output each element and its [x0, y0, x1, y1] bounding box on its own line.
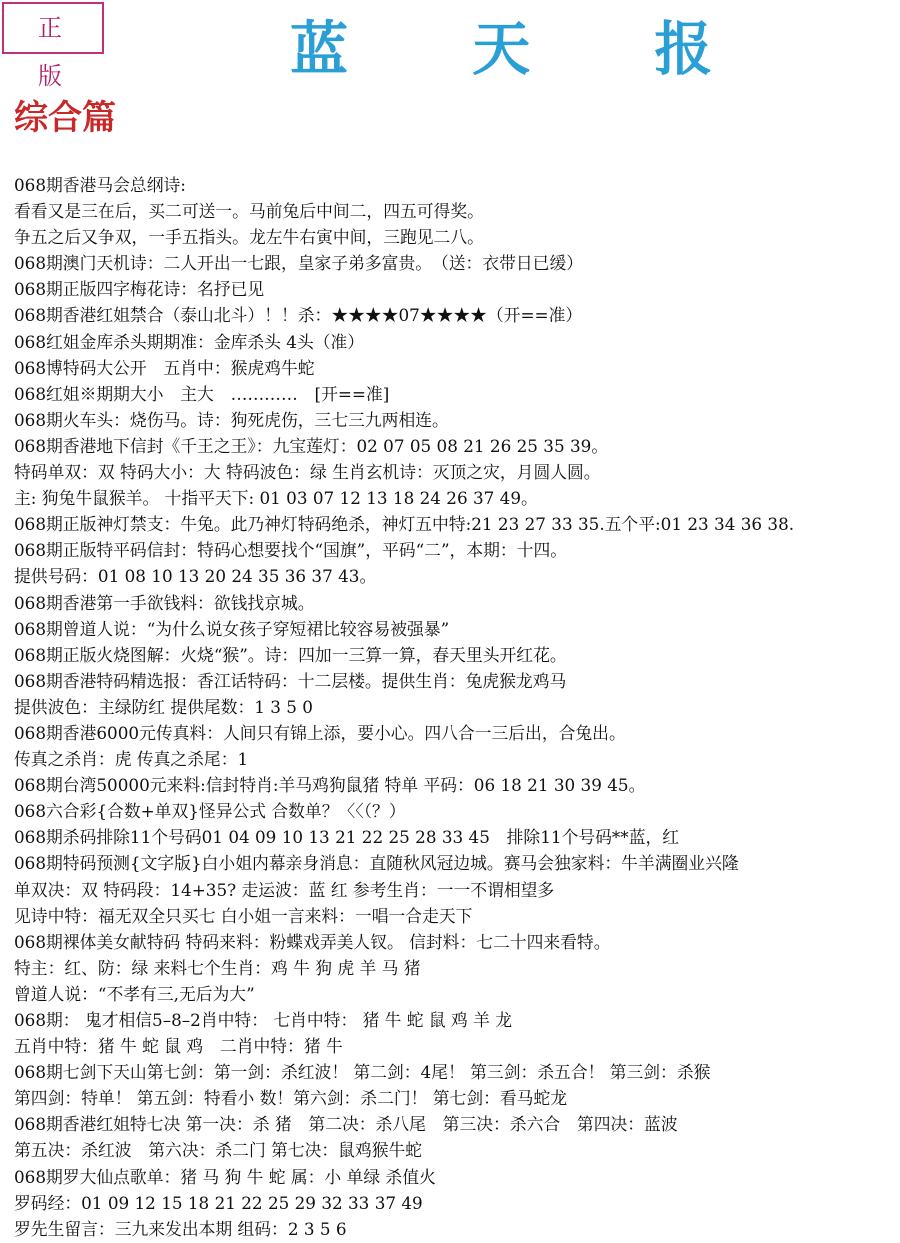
text-line: 068红姐※期期大小 主大 ………… [开==准] [14, 383, 390, 404]
text-line: 单双决：双 特码段：14+35? 走运波：蓝 红 参考生肖：一一不谓相望多 [14, 879, 555, 900]
text-line: 068期正版火烧图解：火烧“猴”。诗：四加一三算一算，春天里头开红花。 [14, 644, 567, 665]
text-line: 五肖中特：猪 牛 蛇 鼠 鸡 二肖中特：猪 牛 [14, 1036, 343, 1057]
text-line: 争五之后又争双，一手五指头。龙左牛右寅中间，三跑见二八。 [14, 227, 484, 248]
text-line: 068期曾道人说：“为什么说女孩子穿短裙比较容易被强暴” [14, 618, 450, 639]
text-line: 068期罗大仙点歌单：猪 马 狗 牛 蛇 属：小 单绿 杀值火 [14, 1166, 436, 1187]
text-line: 068期正版四字梅花诗：名抒已见 [14, 279, 265, 300]
text-line: 068六合彩{合数+单双}怪异公式 合数单？〈〈（？） [14, 801, 406, 822]
text-line: 068期火车头：烧伤马。诗：狗死虎伤，三七三九两相连。 [14, 409, 449, 430]
text-line: 068期七剑下天山第七剑：第一剑：杀红波！ 第二剑：4尾！ 第三剑：杀五合！ 第三剑：杀猴 [14, 1062, 711, 1083]
text-line: 068期香港6000元传真料：人间只有锦上添，要小心。四八合一三后出，合兔出。 [14, 722, 626, 743]
text-line: 068期香港特码精选报：香江话特码：十二层楼。提供生肖：兔虎猴龙鸡马 [14, 670, 567, 691]
text-line: 罗码经：01 09 12 15 18 21 22 25 29 32 33 37 49 [14, 1192, 423, 1213]
text-line: 特码单双：双 特码大小：大 特码波色：绿 生肖玄机诗：灭顶之灾，月圆人圆。 [14, 462, 601, 483]
text-line: 传真之杀肖：虎 传真之杀尾：1 [14, 749, 249, 770]
text-line: 第五决：杀红波 第六决：杀二门 第七决：鼠鸡猴牛蛇 [14, 1140, 423, 1161]
section-title: 综合篇 [14, 98, 116, 138]
text-line: 068期香港红姐禁合（泰山北斗）！！杀：★★★★07★★★★（开==准） [14, 305, 583, 326]
content-lines [14, 172, 898, 1242]
text-line: 068期香港第一手欲钱料：欲钱找京城。 [14, 592, 315, 613]
text-line: 068红姐金库杀头期期准：金库杀头 4头（准） [14, 331, 365, 352]
text-line: 068期澳门天机诗：二人开出一七跟，皇家子弟多富贵。 （送：衣带日已缓） [14, 253, 584, 274]
page-title: 蓝 天 报 [290, 15, 765, 83]
text-line: 第四剑：特单！ 第五剑：特看小 数！第六剑：杀二门！ 第七剑：看马蛇龙 [14, 1088, 568, 1109]
text-line: 068期正版特平码信封：特码心想要找个“国旗”，平码“二”，本期：十四。 [14, 540, 568, 561]
text-line: 068博特码大公开 五肖中：猴虎鸡牛蛇 [14, 357, 315, 378]
text-line: 068期香港红姐特七决 第一决：杀 猪 第二决：杀八尾 第三决：杀六合 第四决：蓝波 [14, 1114, 678, 1135]
text-line: 068期杀码排除11个号码01 04 09 10 13 21 22 25 28 33 45 排除11个号码**蓝，红 [14, 827, 680, 848]
text-line: 提供号码：01 08 10 13 20 24 35 36 37 43。 [14, 566, 377, 587]
text-line: 068期： 鬼才相信5–8–2肖中特： 七肖中特： 猪 牛 蛇 鼠 鸡 羊 龙 [14, 1010, 513, 1030]
text-line: 068期裸体美女献特码 特码来料：粉蝶戏弄美人钗。 信封料：七二十四来看特。 [14, 931, 611, 952]
edition-badge: 正 版 [2, 2, 104, 54]
text-line: 068期正版神灯禁支：牛兔。此乃神灯特码绝杀，神灯五中特:21 23 27 33 35.五个平:01 23 34 36 38. [14, 514, 795, 535]
text-line: 068期特码预测{文字版}白小姐内幕亲身消息：直随秋风冠边城。赛马会独家料：牛羊满圈业兴隆 [14, 853, 739, 874]
text-line: 曾道人说：“不孝有三,无后为大” [14, 983, 255, 1004]
text-line: 见诗中特：福无双全只买七 白小姐一言来料：一唱一合走天下 [14, 905, 473, 926]
text-line: 特主：红、防：绿 来料七个生肖：鸡 牛 狗 虎 羊 马 猪 [14, 957, 421, 978]
text-line: 罗先生留言：三九来发出本期 组码：2 3 5 6 [14, 1218, 347, 1239]
text-line: 主: 狗兔牛鼠猴羊。 十指平天下: 01 03 07 12 13 18 24 26 37 49。 [14, 488, 538, 509]
text-line: 068期香港地下信封《千王之王》：九宝莲灯：02 07 05 08 21 26 25 35 39。 [14, 435, 609, 456]
text-line: 068期台湾50000元来料:信封特肖:羊马鸡狗鼠猪 特单 平码：06 18 21 30 39 45。 [14, 775, 646, 796]
text-line: 068期香港马会总纲诗: [14, 175, 186, 195]
text-line: 提供波色：主绿防红 提供尾数：1 3 5 0 [14, 696, 313, 717]
text-line: 看看又是三在后，买二可送一。马前兔后中间二，四五可得奖。 [14, 201, 484, 222]
